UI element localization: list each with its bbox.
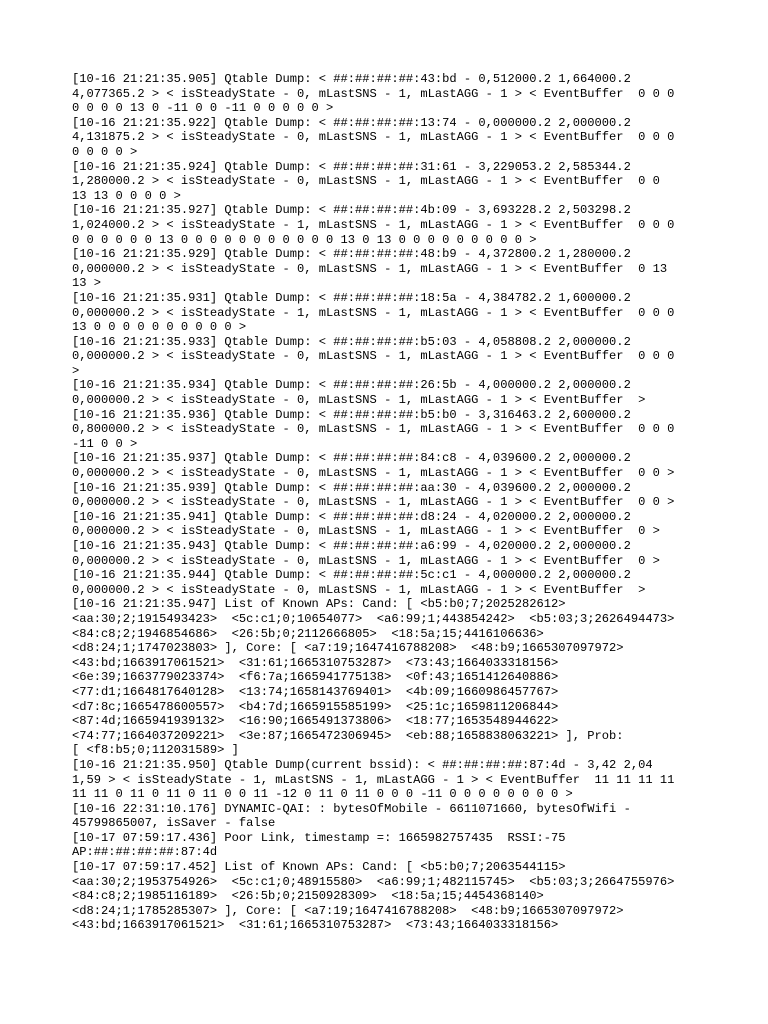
log-line: 0,000000.2 > < isSteadyState - 0, mLastSNS - 1, mLastAGG - 1 > < EventBuffer 0 0 0 <box>72 349 675 364</box>
log-line: 13 13 0 0 0 0 > <box>72 188 181 203</box>
log-line: [10-16 21:21:35.933] Qtable Dump: < ##:##:##:##:b5:03 - 4,058808.2 2,000000.2 <box>72 334 631 349</box>
log-line: [10-16 21:21:35.905] Qtable Dump: < ##:##:##:##:43:bd - 0,512000.2 1,664000.2 <box>72 72 631 86</box>
log-line: <d7:8c;1665478600557> <b4:7d;1665915585199> <25:1c;1659811206844> <box>72 699 559 714</box>
log-line: 0,000000.2 > < isSteadyState - 0, mLastSNS - 1, mLastAGG - 1 > < EventBuffer > <box>72 582 646 597</box>
log-line: 1,280000.2 > < isSteadyState - 0, mLastSNS - 1, mLastAGG - 1 > < EventBuffer 0 0 <box>72 174 660 189</box>
log-line: [10-16 21:21:35.927] Qtable Dump: < ##:##:##:##:4b:09 - 3,693228.2 2,503298.2 <box>72 203 631 218</box>
log-line: <43:bd;1663917061521> <31:61;1665310753287> <73:43;1664033318156> <box>72 655 559 670</box>
log-line: 0,000000.2 > < isSteadyState - 0, mLastSNS - 1, mLastAGG - 1 > < EventBuffer 0 0 > <box>72 466 675 481</box>
log-line: <d8:24;1;1747023803> ], Core: [ <a7:19;1647416788208> <48:b9;1665307097972> <box>72 641 624 656</box>
log-line: <74:77;1664037209221> <3e:87;1665472306945> <eb:88;1658838063221> ], Prob: <box>72 728 624 743</box>
log-line: [10-16 21:21:35.939] Qtable Dump: < ##:##:##:##:aa:30 - 4,039600.2 2,000000.2 <box>72 480 631 495</box>
log-line: 45799865007, isSaver - false <box>72 816 276 831</box>
log-line: [10-16 21:21:35.936] Qtable Dump: < ##:##:##:##:b5:b0 - 3,316463.2 2,600000.2 <box>72 407 631 422</box>
log-line: 13 0 0 0 0 0 0 0 0 0 0 > <box>72 320 247 335</box>
log-line: AP:##:##:##:##:87:4d <box>72 845 218 860</box>
log-line: 4,077365.2 > < isSteadyState - 0, mLastSNS - 1, mLastAGG - 1 > < EventBuffer 0 0 0 <box>72 86 675 101</box>
log-line: [ <f8:b5;0;112031589> ] <box>72 743 239 758</box>
log-line: <87:4d;1665941939132> <16:90;1665491373806> <18:77;1653548944622> <box>72 714 559 729</box>
log-line: [10-16 21:21:35.944] Qtable Dump: < ##:##:##:##:5c:c1 - 4,000000.2 2,000000.2 <box>72 568 631 583</box>
log-line: 13 > <box>72 276 102 291</box>
log-line: -11 0 0 > <box>72 436 138 451</box>
log-line: <77:d1;1664817640128> <13:74;1658143769401> <4b:09;1660986457767> <box>72 684 559 699</box>
log-line: <84:c8;2;1946854686> <26:5b;0;2112666805> <18:5a;15;4416106636> <box>72 626 544 641</box>
log-line: 0,000000.2 > < isSteadyState - 0, mLastSNS - 1, mLastAGG - 1 > < EventBuffer > <box>72 393 646 408</box>
log-line: [10-16 21:21:35.924] Qtable Dump: < ##:##:##:##:31:61 - 3,229053.2 2,585344.2 <box>72 159 631 174</box>
log-line: > <box>72 363 80 378</box>
log-line: [10-16 21:21:35.931] Qtable Dump: < ##:##:##:##:18:5a - 4,384782.2 1,600000.2 <box>72 290 631 305</box>
log-line: <84:c8;2;1985116189> <26:5b;0;2150928309> <18:5a;15;4454368140> <box>72 889 544 904</box>
log-line: [10-16 21:21:35.943] Qtable Dump: < ##:##:##:##:a6:99 - 4,020000.2 2,000000.2 <box>72 539 631 553</box>
log-line: 0,000000.2 > < isSteadyState - 0, mLastSNS - 1, mLastAGG - 1 > < EventBuffer 0 > <box>72 553 660 568</box>
log-line: [10-16 21:21:35.947] List of Known APs: Cand: [ <b5:b0;7;2025282612> <box>72 597 566 612</box>
log-line: <aa:30;2;1915493423> <5c:c1;0;10654077> <a6:99;1;443854242> <b5:03;3;2626494473> <box>72 611 675 626</box>
log-line: [10-16 21:21:35.950] Qtable Dump(current bssid): < ##:##:##:##:87:4d - 3,42 2,04 <box>72 757 653 772</box>
log-line: 0 0 0 0 > <box>72 144 138 159</box>
log-line: 0,000000.2 > < isSteadyState - 0, mLastSNS - 1, mLastAGG - 1 > < EventBuffer 0 13 <box>72 261 668 276</box>
log-line: 0,800000.2 > < isSteadyState - 0, mLastSNS - 1, mLastAGG - 1 > < EventBuffer 0 0 0 <box>72 422 675 437</box>
log-line: [10-17 07:59:17.436] Poor Link, timestamp =: 1665982757435 RSSI:-75 <box>72 830 566 845</box>
log-line: [10-16 21:21:35.922] Qtable Dump: < ##:##:##:##:13:74 - 0,000000.2 2,000000.2 <box>72 115 631 130</box>
log-line: <d8:24;1;1785285307> ], Core: [ <a7:19;1647416788208> <48:b9;1665307097972> <box>72 903 624 918</box>
log-line: 0,000000.2 > < isSteadyState - 1, mLastSNS - 1, mLastAGG - 1 > < EventBuffer 0 0 0 <box>72 305 675 320</box>
log-line: <43:bd;1663917061521> <31:61;1665310753287> <73:43;1664033318156> <box>72 918 559 933</box>
log-line: 0,000000.2 > < isSteadyState - 0, mLastSNS - 1, mLastAGG - 1 > < EventBuffer 0 0 > <box>72 495 675 510</box>
log-line: 0 0 0 0 0 0 13 0 0 0 0 0 0 0 0 0 0 0 13 0 13 0 0 0 0 0 0 0 0 0 > <box>72 232 537 247</box>
document-page <box>72 72 712 933</box>
log-line: [10-17 07:59:17.452] List of Known APs: Cand: [ <b5:b0;7;2063544115> <box>72 860 566 875</box>
log-line: [10-16 21:21:35.941] Qtable Dump: < ##:##:##:##:d8:24 - 4,020000.2 2,000000.2 <box>72 509 631 524</box>
log-line: 4,131875.2 > < isSteadyState - 0, mLastSNS - 1, mLastAGG - 1 > < EventBuffer 0 0 0 <box>72 130 675 145</box>
log-line: <6e:39;1663779023374> <f6:7a;1665941775138> <0f:43;1651412640886> <box>72 670 559 685</box>
log-line: <aa:30;2;1953754926> <5c:c1;0;48915580> <a6:99;1;482115745> <b5:03;3;2664755976> <box>72 874 675 889</box>
log-text <box>72 72 712 933</box>
log-line: 0,000000.2 > < isSteadyState - 0, mLastSNS - 1, mLastAGG - 1 > < EventBuffer 0 > <box>72 524 660 539</box>
log-line: [10-16 21:21:35.929] Qtable Dump: < ##:##:##:##:48:b9 - 4,372800.2 1,280000.2 <box>72 247 631 262</box>
log-line: [10-16 22:31:10.176] DYNAMIC-QAI: : bytesOfMobile - 6611071660, bytesOfWifi - <box>72 801 631 816</box>
log-line: [10-16 21:21:35.934] Qtable Dump: < ##:##:##:##:26:5b - 4,000000.2 2,000000.2 <box>72 378 631 393</box>
log-line: 1,59 > < isSteadyState - 1, mLastSNS - 1, mLastAGG - 1 > < EventBuffer 11 11 11 11 <box>72 772 675 787</box>
log-line: 11 11 0 11 0 11 0 11 0 0 11 -12 0 11 0 11 0 0 0 -11 0 0 0 0 0 0 0 0 > <box>72 787 573 802</box>
log-line: [10-16 21:21:35.937] Qtable Dump: < ##:##:##:##:84:c8 - 4,039600.2 2,000000.2 <box>72 451 631 466</box>
log-line: 0 0 0 0 13 0 -11 0 0 -11 0 0 0 0 0 > <box>72 101 334 116</box>
log-line: 1,024000.2 > < isSteadyState - 1, mLastSNS - 1, mLastAGG - 1 > < EventBuffer 0 0 0 <box>72 217 675 232</box>
